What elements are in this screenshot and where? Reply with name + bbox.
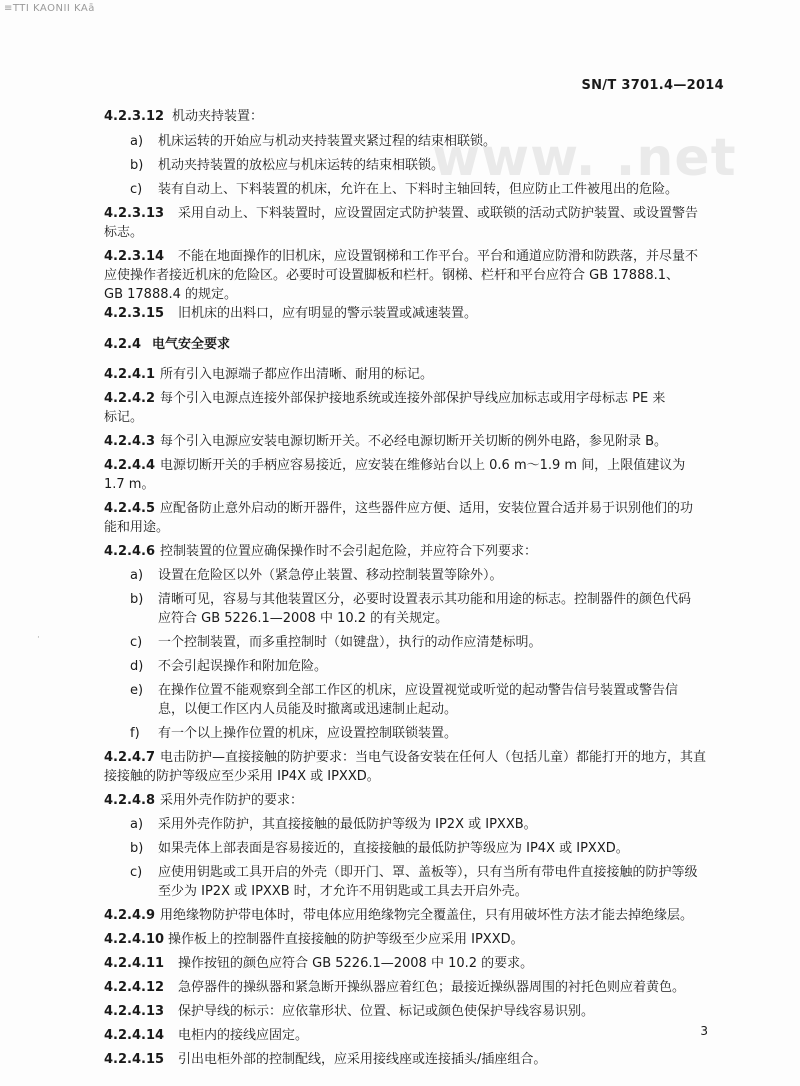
clause-line <box>104 433 667 451</box>
list-item <box>130 634 542 652</box>
list-text: 机床运转的开始应与机动夹持装置夹紧过程的结束相联锁。 <box>158 134 497 149</box>
continuation-line: 1.7 m。 <box>104 477 155 492</box>
list-label: c) <box>130 635 143 650</box>
list-item <box>130 658 327 676</box>
clause-line <box>104 457 685 475</box>
section-number: 4.2.4 <box>104 337 142 352</box>
list-text: 有一个以上操作位置的机床，应设置控制联锁装置。 <box>158 726 458 741</box>
continuation-line: 接接触的防护等级应至少采用 IP4X 或 IPXXD。 <box>104 769 380 784</box>
clause-text: 所有引入电源端子都应作出清晰、耐用的标记。 <box>160 367 434 382</box>
list-label: b) <box>130 592 144 607</box>
list-text: 装有自动上、下料装置的机床，允许在上、下料时主轴回转，但应防止工件被甩出的危险。 <box>158 182 679 197</box>
clause-text: 每个引入电源点连接外部保护接地系统或连接外部保护导线应加标志或用字母标志 PE 来 <box>160 391 666 406</box>
clause-line <box>104 390 665 408</box>
clause-number: 4.2.4.15 <box>104 1052 165 1067</box>
clause-number: 4.2.4.7 <box>104 750 155 765</box>
list-label: a) <box>130 568 144 583</box>
clause-text: 急停器件的操纵器和紧急断开操纵器应着红色；最接近操纵器周围的衬托色则应着黄色。 <box>178 980 686 995</box>
continuation-line: 标志。 <box>104 225 144 240</box>
clause-line <box>104 955 533 973</box>
list-text: 采用外壳作防护，其直接接触的最低防护等级为 IP2X 或 IPXXB。 <box>158 817 537 832</box>
clause-line <box>104 907 693 925</box>
list-text: 清晰可见，容易与其他装置区分，必要时设置表示其功能和用途的标志。控制器件的颜色代码 <box>158 592 692 607</box>
clause-text: 电柜内的接线应固定。 <box>178 1028 309 1043</box>
clause-line <box>104 931 524 949</box>
list-label: b) <box>130 841 144 856</box>
page-number: 3 <box>700 1024 708 1038</box>
list-label: a) <box>130 817 144 832</box>
clause-line <box>104 305 477 323</box>
list-text: 一个控制装置，而多重控制时（如键盘），执行的动作应清楚标明。 <box>158 635 542 650</box>
clause-line <box>104 543 537 561</box>
list-label: e) <box>130 683 144 698</box>
clause-number: 4.2.3.13 <box>104 206 165 221</box>
clause-line <box>104 248 698 266</box>
clause-text: 保护导线的标示：应依靠形状、位置、标记或颜色使保护导线容易识别。 <box>178 1004 595 1019</box>
list-item <box>130 591 691 609</box>
clause-text: 不能在地面操作的旧机床，应设置钢梯和工作平台。平台和通道应防滑和防跌落，并尽量不 <box>178 249 699 264</box>
list-text: 不会引起误操作和附加危险。 <box>158 659 328 674</box>
clause-line <box>104 792 303 810</box>
clause-number: 4.2.4.3 <box>104 434 155 449</box>
clause-text: 控制装置的位置应确保操作时不会引起危险，并应符合下列要求： <box>160 544 538 559</box>
clause-text: 电源切断开关的手柄应容易接近，应安装在维修站台以上 0.6 m～1.9 m 间，上限值建议为 <box>160 458 686 473</box>
list-text: 在操作位置不能观察到全部工作区的机床，应设置视觉或听觉的起动警告信号装置或警告信 <box>158 683 679 698</box>
list-item <box>130 682 678 700</box>
clause-line <box>104 500 693 518</box>
clause-number: 4.2.4.6 <box>104 544 155 559</box>
clause-line <box>104 1003 594 1021</box>
list-label: a) <box>130 134 144 149</box>
document-number: SN/T 3701.4—2014 <box>581 78 724 93</box>
list-item <box>130 181 678 199</box>
list-text: 机动夹持装置的放松应与机床运转的结束相联锁。 <box>158 158 445 173</box>
clause-text: 应配备防止意外启动的断开器件，这些器件应方便、适用，安装位置合适并易于识别他们的功 <box>160 501 694 516</box>
clause-text: 机动夹持装置： <box>172 109 264 124</box>
section-heading <box>104 336 230 354</box>
list-label: c) <box>130 182 143 197</box>
clause-number: 4.2.4.10 <box>104 932 165 947</box>
clause-number: 4.2.4.13 <box>104 1004 165 1019</box>
clause-text: 用绝缘物防护带电体时，带电体应用绝缘物完全覆盖住，只有用破坏性方法才能去掉绝缘层。 <box>160 908 694 923</box>
continuation-line: 息，以便工作区内人员能及时撤离或迅速制止起动。 <box>158 702 458 717</box>
clause-text: 操作板上的控制器件直接接触的防护等级至少应采用 IPXXD。 <box>168 932 524 947</box>
clause-text: 采用外壳作防护的要求： <box>160 793 304 808</box>
clause-text: 每个引入电源应安装电源切断开关。不必经电源切断开关切断的例外电路，参见附录 B。 <box>160 434 668 449</box>
clause-number: 4.2.3.12 <box>104 109 165 124</box>
list-item <box>130 725 457 743</box>
clause-number: 4.2.4.8 <box>104 793 155 808</box>
clause-number: 4.2.4.11 <box>104 956 165 971</box>
list-text: 应使用钥匙或工具开启的外壳（即开门、罩、盖板等），只有当所有带电件直接接触的防护等级 <box>158 865 698 880</box>
continuation-line: 应符合 GB 5226.1—2008 中 10.2 的有关规定。 <box>158 611 449 626</box>
clause-number: 4.2.4.5 <box>104 501 155 516</box>
clause-number: 4.2.3.15 <box>104 306 165 321</box>
continuation-line: 能和用途。 <box>104 520 170 535</box>
list-item <box>130 840 629 858</box>
list-item <box>130 157 444 175</box>
list-item <box>130 567 503 585</box>
clause-text: 操作按钮的颜色应符合 GB 5226.1—2008 中 10.2 的要求。 <box>178 956 534 971</box>
clause-line <box>104 979 685 997</box>
list-item <box>130 816 537 834</box>
continuation-line: 标记。 <box>104 410 144 425</box>
clause-number: 4.2.4.1 <box>104 367 155 382</box>
scan-stamp: ≡TTI KAONII KAā <box>4 3 95 14</box>
clause-number: 4.2.4.9 <box>104 908 155 923</box>
clause-text: 采用自动上、下料装置时，应设置固定式防护装置、或联锁的活动式防护装置、或设置警告 <box>178 206 699 221</box>
clause-number: 4.2.4.12 <box>104 980 165 995</box>
list-label: b) <box>130 158 144 173</box>
clause-number: 4.2.4.4 <box>104 458 155 473</box>
clause-number: 4.2.4.14 <box>104 1028 165 1043</box>
clause-text: 旧机床的出料口，应有明显的警示装置或减速装置。 <box>178 306 478 321</box>
list-label: d) <box>130 659 144 674</box>
continuation-line: 应使操作者接近机床的危险区。必要时可设置脚板和栏杆。钢梯、栏杆和平台应符合 GB 17888.1、 <box>104 268 680 283</box>
watermark: www. .net <box>432 128 737 188</box>
list-text: 如果壳体上部表面是容易接近的，直接接触的最低防护等级应为 IP4X 或 IPXXD。 <box>158 841 629 856</box>
section-title: 电气安全要求 <box>152 337 231 352</box>
clause-text: 电击防护—直接接触的防护要求：当电气设备安装在任何人（包括儿童）都能打开的地方，其直 <box>160 750 707 765</box>
list-label: f) <box>130 726 140 741</box>
clause-line <box>104 1051 546 1069</box>
clause-line <box>104 366 433 384</box>
clause-line <box>104 108 263 126</box>
list-text: 设置在危险区以外（紧急停止装置、移动控制装置等除外）。 <box>158 568 503 583</box>
list-item <box>130 864 698 882</box>
clause-text: 引出电柜外部的控制配线，应采用接线座或连接插头/插座组合。 <box>178 1052 547 1067</box>
clause-line <box>104 1027 308 1045</box>
clause-number: 4.2.4.2 <box>104 391 155 406</box>
margin-mark: · <box>37 633 40 643</box>
continuation-line: GB 17888.4 的规定。 <box>104 287 238 302</box>
clause-line <box>104 205 698 223</box>
clause-number: 4.2.3.14 <box>104 249 165 264</box>
continuation-line: 至少为 IP2X 或 IPXXB 时，才允许不用钥匙或工具去开启外壳。 <box>158 884 528 899</box>
list-item <box>130 133 496 151</box>
list-label: c) <box>130 865 143 880</box>
clause-line <box>104 749 706 767</box>
